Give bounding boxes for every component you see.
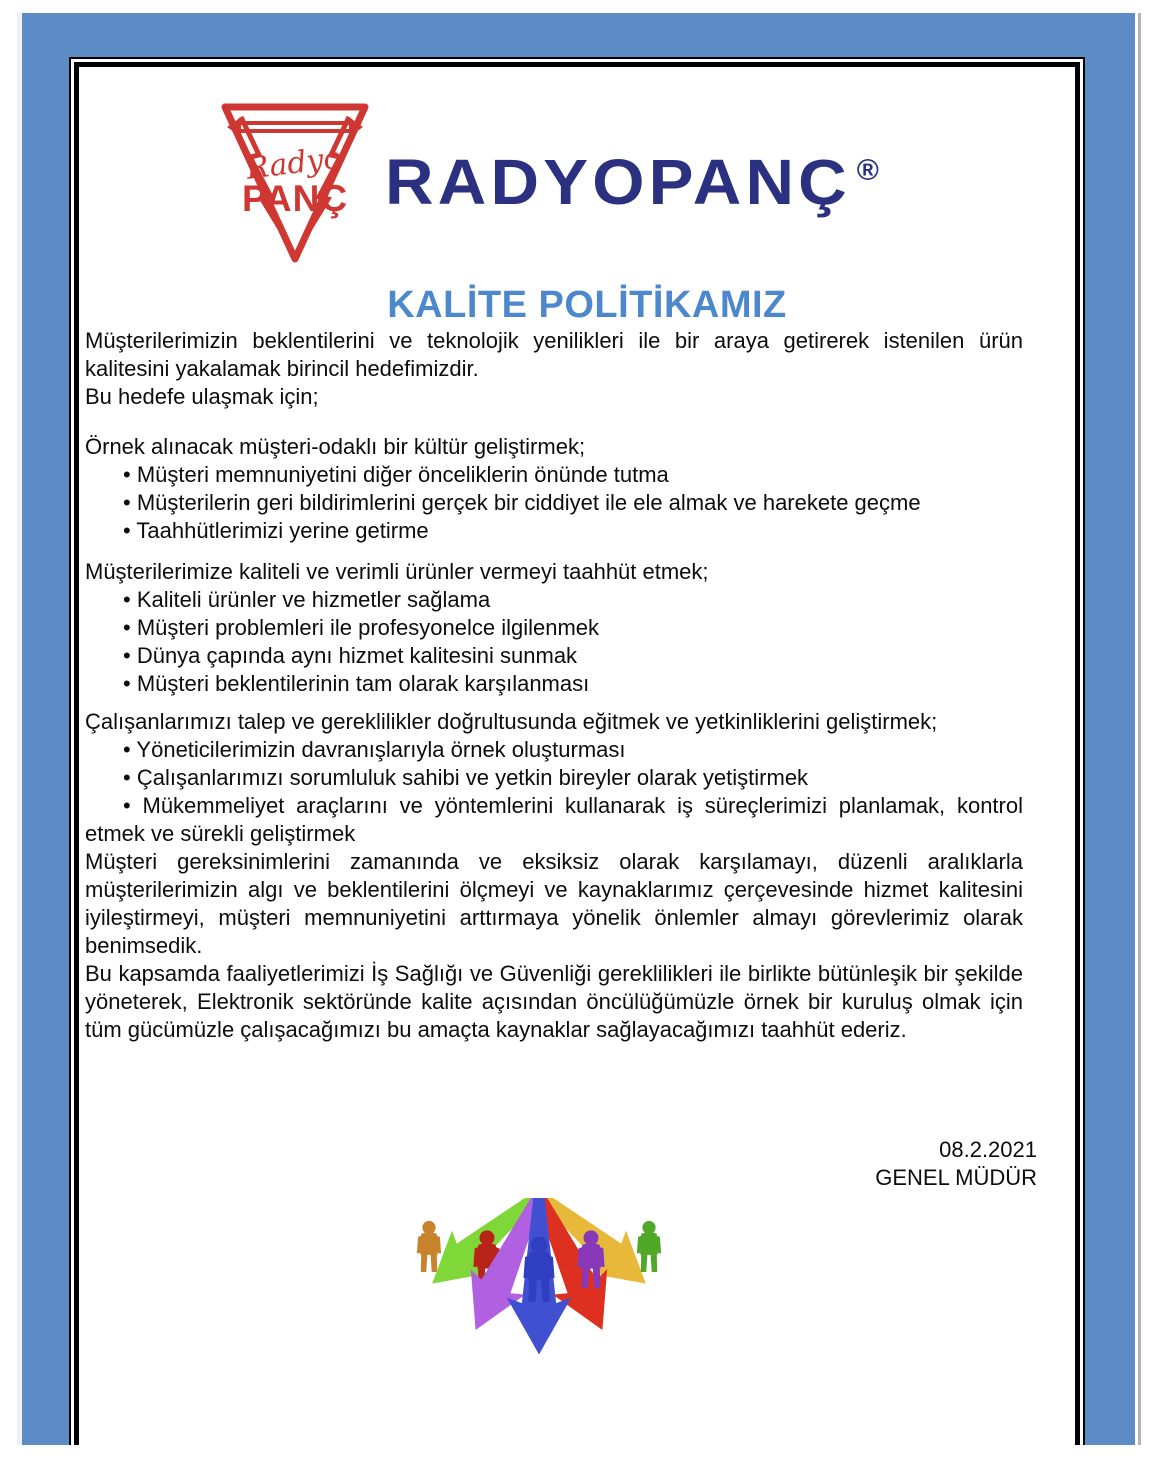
page-right-edge	[1138, 13, 1141, 1445]
policy-section	[85, 558, 1023, 698]
bullet-item: • Taahhütlerimizi yerine getirme	[85, 517, 1023, 545]
bullet-item: • Yöneticilerimizin davranışlarıyla örnek oluşturması	[85, 736, 1023, 764]
bullet-item: • Müşteri beklentilerinin tam olarak karşılanması	[85, 670, 1023, 698]
bullet-item: • Kaliteli ürünler ve hizmetler sağlama	[85, 586, 1023, 614]
bullet-item: • Müşteri problemleri ile profesyonelce ilgilenmek	[85, 614, 1023, 642]
document-content	[79, 67, 1075, 1360]
section-heading: Çalışanlarımızı talep ve gereklilikler doğrultusunda eğitmek ve yetkinliklerini geliştirmek;	[85, 709, 938, 734]
policy-text	[85, 327, 1023, 1044]
bullet-item: • Müşterilerin geri bildirimlerini gerçek bir ciddiyet ile ele almak ve harekete geçme	[85, 489, 1023, 517]
logo-wordmark: RADYOPANÇ	[385, 146, 851, 218]
bullet-item: • Çalışanlarımızı sorumluluk sahibi ve yetkin bireyler olarak yetiştirmek	[85, 764, 1023, 792]
emblem-script-text: Radyo	[244, 140, 344, 187]
orange-person-icon	[417, 1221, 441, 1272]
bullet-item: • Mükemmeliyet araçlarını ve yöntemlerini kullanarak iş süreçlerimizi planlamak, kontrol etmek ve sürekli geliştirmek	[85, 792, 1023, 848]
logo-emblem-icon	[215, 91, 375, 263]
policy-section	[85, 433, 1023, 545]
company-logo	[215, 91, 1023, 263]
policy-section	[85, 708, 1023, 848]
signatory-role: GENEL MÜDÜR	[875, 1165, 1037, 1190]
intro-lead-in: Bu hedefe ulaşmak için;	[85, 384, 319, 409]
bullet-item: • Müşteri memnuniyetini diğer önceliklerin önünde tutma	[85, 461, 1023, 489]
logo-wordmark-group	[385, 145, 879, 219]
document-border	[74, 62, 1080, 1445]
document-page	[69, 57, 1085, 1445]
green-person-icon	[637, 1221, 661, 1272]
registered-trademark-icon: ®	[856, 154, 879, 187]
signature-block	[85, 1136, 1037, 1192]
closing-paragraph: Bu kapsamda faaliyetlerimizi İş Sağlığı ve Güvenliği gereklilikleri ile birlikte bütünleşik bir şekilde yöneterek, Elektronik sektöründe kalite açısından öncülüğümüzle örnek bir kuruluş olmak için tüm gücümüzle çalışacağımızı bu amaçta kaynaklar sağlayacağımızı taahhüt ederiz.	[85, 961, 1023, 1042]
bullet-item: • Dünya çapında aynı hizmet kalitesini sunmak	[85, 642, 1023, 670]
closing-paragraph: Müşteri gereksinimlerini zamanında ve eksiksiz olarak karşılamayı, düzenli aralıklarla müşterilerimizin algı ve beklentilerini ölçmeyi ve kaynaklarımız çerçevesinde hizmet kalitesini iyileştirmeyi, müşteri memnuniyetini arttırmaya yönelik önlemler almayı görevlerimiz olarak benimsedik.	[85, 849, 1023, 958]
signature-date: 08.2.2021	[939, 1137, 1037, 1162]
intro-paragraph: Müşterilerimizin beklentilerini ve teknolojik yenilikleri ile bir araya getirerek istenilen ürün kalitesini yakalamak birincil hedefimizdir.	[85, 328, 1023, 381]
section-heading: Örnek alınacak müşteri-odaklı bir kültür geliştirmek;	[85, 434, 586, 459]
emblem-block-text: PANÇ	[241, 178, 349, 219]
section-heading: Müşterilerimize kaliteli ve verimli ürünler vermeyi taahhüt etmek;	[85, 559, 709, 584]
teamwork-clipart	[389, 1198, 719, 1360]
page-title: KALİTE POLİTİKAMIZ	[387, 284, 787, 326]
